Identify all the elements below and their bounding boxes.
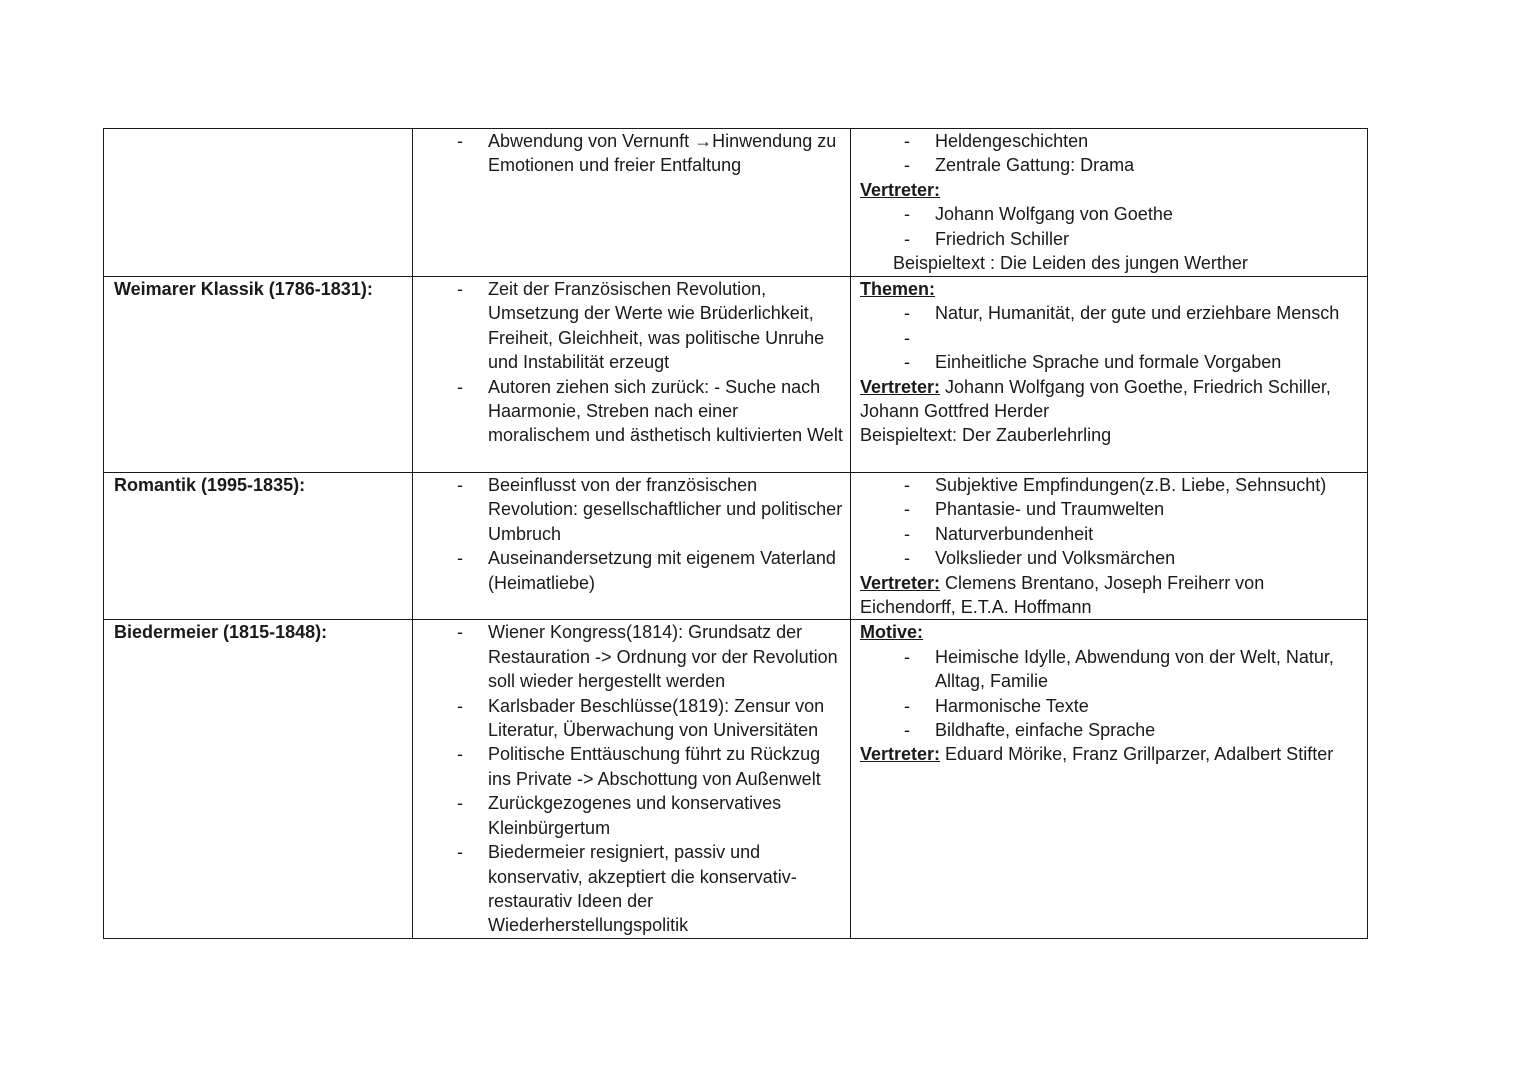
- features-list: [860, 129, 1359, 178]
- epoch-cell: [104, 129, 413, 277]
- vertreter-list: [860, 202, 1359, 251]
- features-cell: [851, 277, 1368, 473]
- epochs-table: [103, 128, 1368, 939]
- list-item: - Heimische Idylle, Abwendung von der Welt, Natur, Alltag, Familie: [860, 645, 1359, 694]
- vertreter-text: Johann Wolfgang von Goethe, Friedrich Schiller, Johann Gottfred Herder: [860, 376, 1331, 422]
- motive-list: [860, 645, 1359, 743]
- vertreter-label: Vertreter:: [860, 572, 941, 593]
- background-cell: [413, 277, 851, 473]
- list-item: - Friedrich Schiller: [860, 227, 1359, 251]
- list-item: - Zentrale Gattung: Drama: [860, 153, 1359, 177]
- list-item: - Abwendung von Vernunft →Hinwendung zu Emotionen und freier Entfaltung: [413, 129, 850, 178]
- example-text: Beispieltext : Die Leiden des jungen Werther: [893, 253, 1248, 274]
- list-item: - Heldengeschichten: [860, 129, 1359, 153]
- list-item: - Harmonische Texte: [860, 694, 1359, 718]
- features-cell: [851, 473, 1368, 620]
- list-item: - Autoren ziehen sich zurück: - Suche nach Haarmonie, Streben nach einer moralischem und ästhetisch kultivierten Welt: [413, 375, 850, 448]
- themen-heading: [860, 277, 1359, 301]
- table-row: [104, 277, 1368, 473]
- list-item: - Natur, Humanität, der gute und erziehbare Mensch: [860, 301, 1359, 325]
- vertreter-text: Eduard Mörike, Franz Grillparzer, Adalbert Stifter: [940, 744, 1334, 765]
- list-item: - Politische Enttäuschung führt zu Rückzug ins Private -> Abschottung von Außenwelt: [413, 742, 850, 791]
- features-block: [851, 129, 1367, 275]
- vertreter-label: Vertreter:: [860, 744, 941, 765]
- list-item: - Naturverbundenheit: [860, 522, 1359, 546]
- vertreter-line: [860, 571, 1359, 620]
- features-block: [851, 473, 1367, 619]
- background-list: [413, 620, 850, 937]
- background-list: [413, 473, 850, 595]
- features-block: [851, 620, 1367, 766]
- list-item: - Subjektive Empfindungen(z.B. Liebe, Sehnsucht): [860, 473, 1359, 497]
- list-item: - Beeinflusst von der französischen Revolution: gesellschaftlicher und politischer Umbruch: [413, 473, 850, 546]
- list-item: - Wiener Kongress(1814): Grundsatz der Restauration -> Ordnung vor der Revolution soll wieder hergestellt werden: [413, 620, 850, 693]
- features-block: [851, 277, 1367, 448]
- features-list: [860, 473, 1359, 571]
- list-item: - Karlsbader Beschlüsse(1819): Zensur von Literatur, Überwachung von Universitäten: [413, 694, 850, 743]
- epoch-name: Romantik (1995-1835):: [114, 475, 306, 495]
- vertreter-heading: [860, 178, 1359, 202]
- background-cell: [413, 129, 851, 277]
- epoch-cell: [104, 277, 413, 473]
- list-item: - Volkslieder und Volksmärchen: [860, 546, 1359, 570]
- list-item: - Zeit der Französischen Revolution, Umsetzung der Werte wie Brüderlichkeit, Freiheit, Gleichheit, was politische Unruhe und Instabilität erzeugt: [413, 277, 850, 375]
- vertreter-label: Vertreter:: [860, 376, 941, 397]
- themen-label: Themen:: [860, 279, 936, 299]
- list-item: - Biedermeier resigniert, passiv und konservativ, akzeptiert die konservativ-restaurativ Ideen der Wiederherstellungspolitik: [413, 840, 850, 938]
- vertreter-text: Clemens Brentano, Joseph Freiherr von Eichendorff, E.T.A. Hoffmann: [860, 572, 1265, 618]
- list-item: - Johann Wolfgang von Goethe: [860, 202, 1359, 226]
- list-item: - Auseinandersetzung mit eigenem Vaterland (Heimatliebe): [413, 546, 850, 595]
- features-cell: [851, 129, 1368, 277]
- list-item: - Zurückgezogenes und konservatives Kleinbürgertum: [413, 791, 850, 840]
- example-text: Beispieltext: Der Zauberlehrling: [860, 425, 1112, 446]
- epoch-cell: [104, 473, 413, 620]
- epoch-cell: [104, 620, 413, 938]
- background-list: [413, 277, 850, 448]
- epoch-name: Weimarer Klassik (1786-1831):: [114, 279, 373, 299]
- motive-heading: [860, 620, 1359, 644]
- features-cell: [851, 620, 1368, 938]
- background-list: [413, 129, 850, 178]
- vertreter-line: [860, 375, 1359, 424]
- epoch-name: Biedermeier (1815-1848):: [114, 622, 328, 643]
- background-cell: [413, 620, 851, 938]
- vertreter-label: Vertreter:: [860, 179, 941, 200]
- table-row: [104, 473, 1368, 620]
- list-item: - Phantasie- und Traumwelten: [860, 497, 1359, 521]
- motive-label: Motive:: [860, 622, 923, 643]
- themen-list: [860, 301, 1359, 374]
- vertreter-line: [860, 742, 1359, 766]
- background-cell: [413, 473, 851, 620]
- list-item: - Einheitliche Sprache und formale Vorgaben: [860, 350, 1359, 374]
- table-row: [104, 620, 1368, 938]
- table-row: [104, 129, 1368, 277]
- list-spacer: [860, 326, 1359, 350]
- list-item: - Bildhafte, einfache Sprache: [860, 718, 1359, 742]
